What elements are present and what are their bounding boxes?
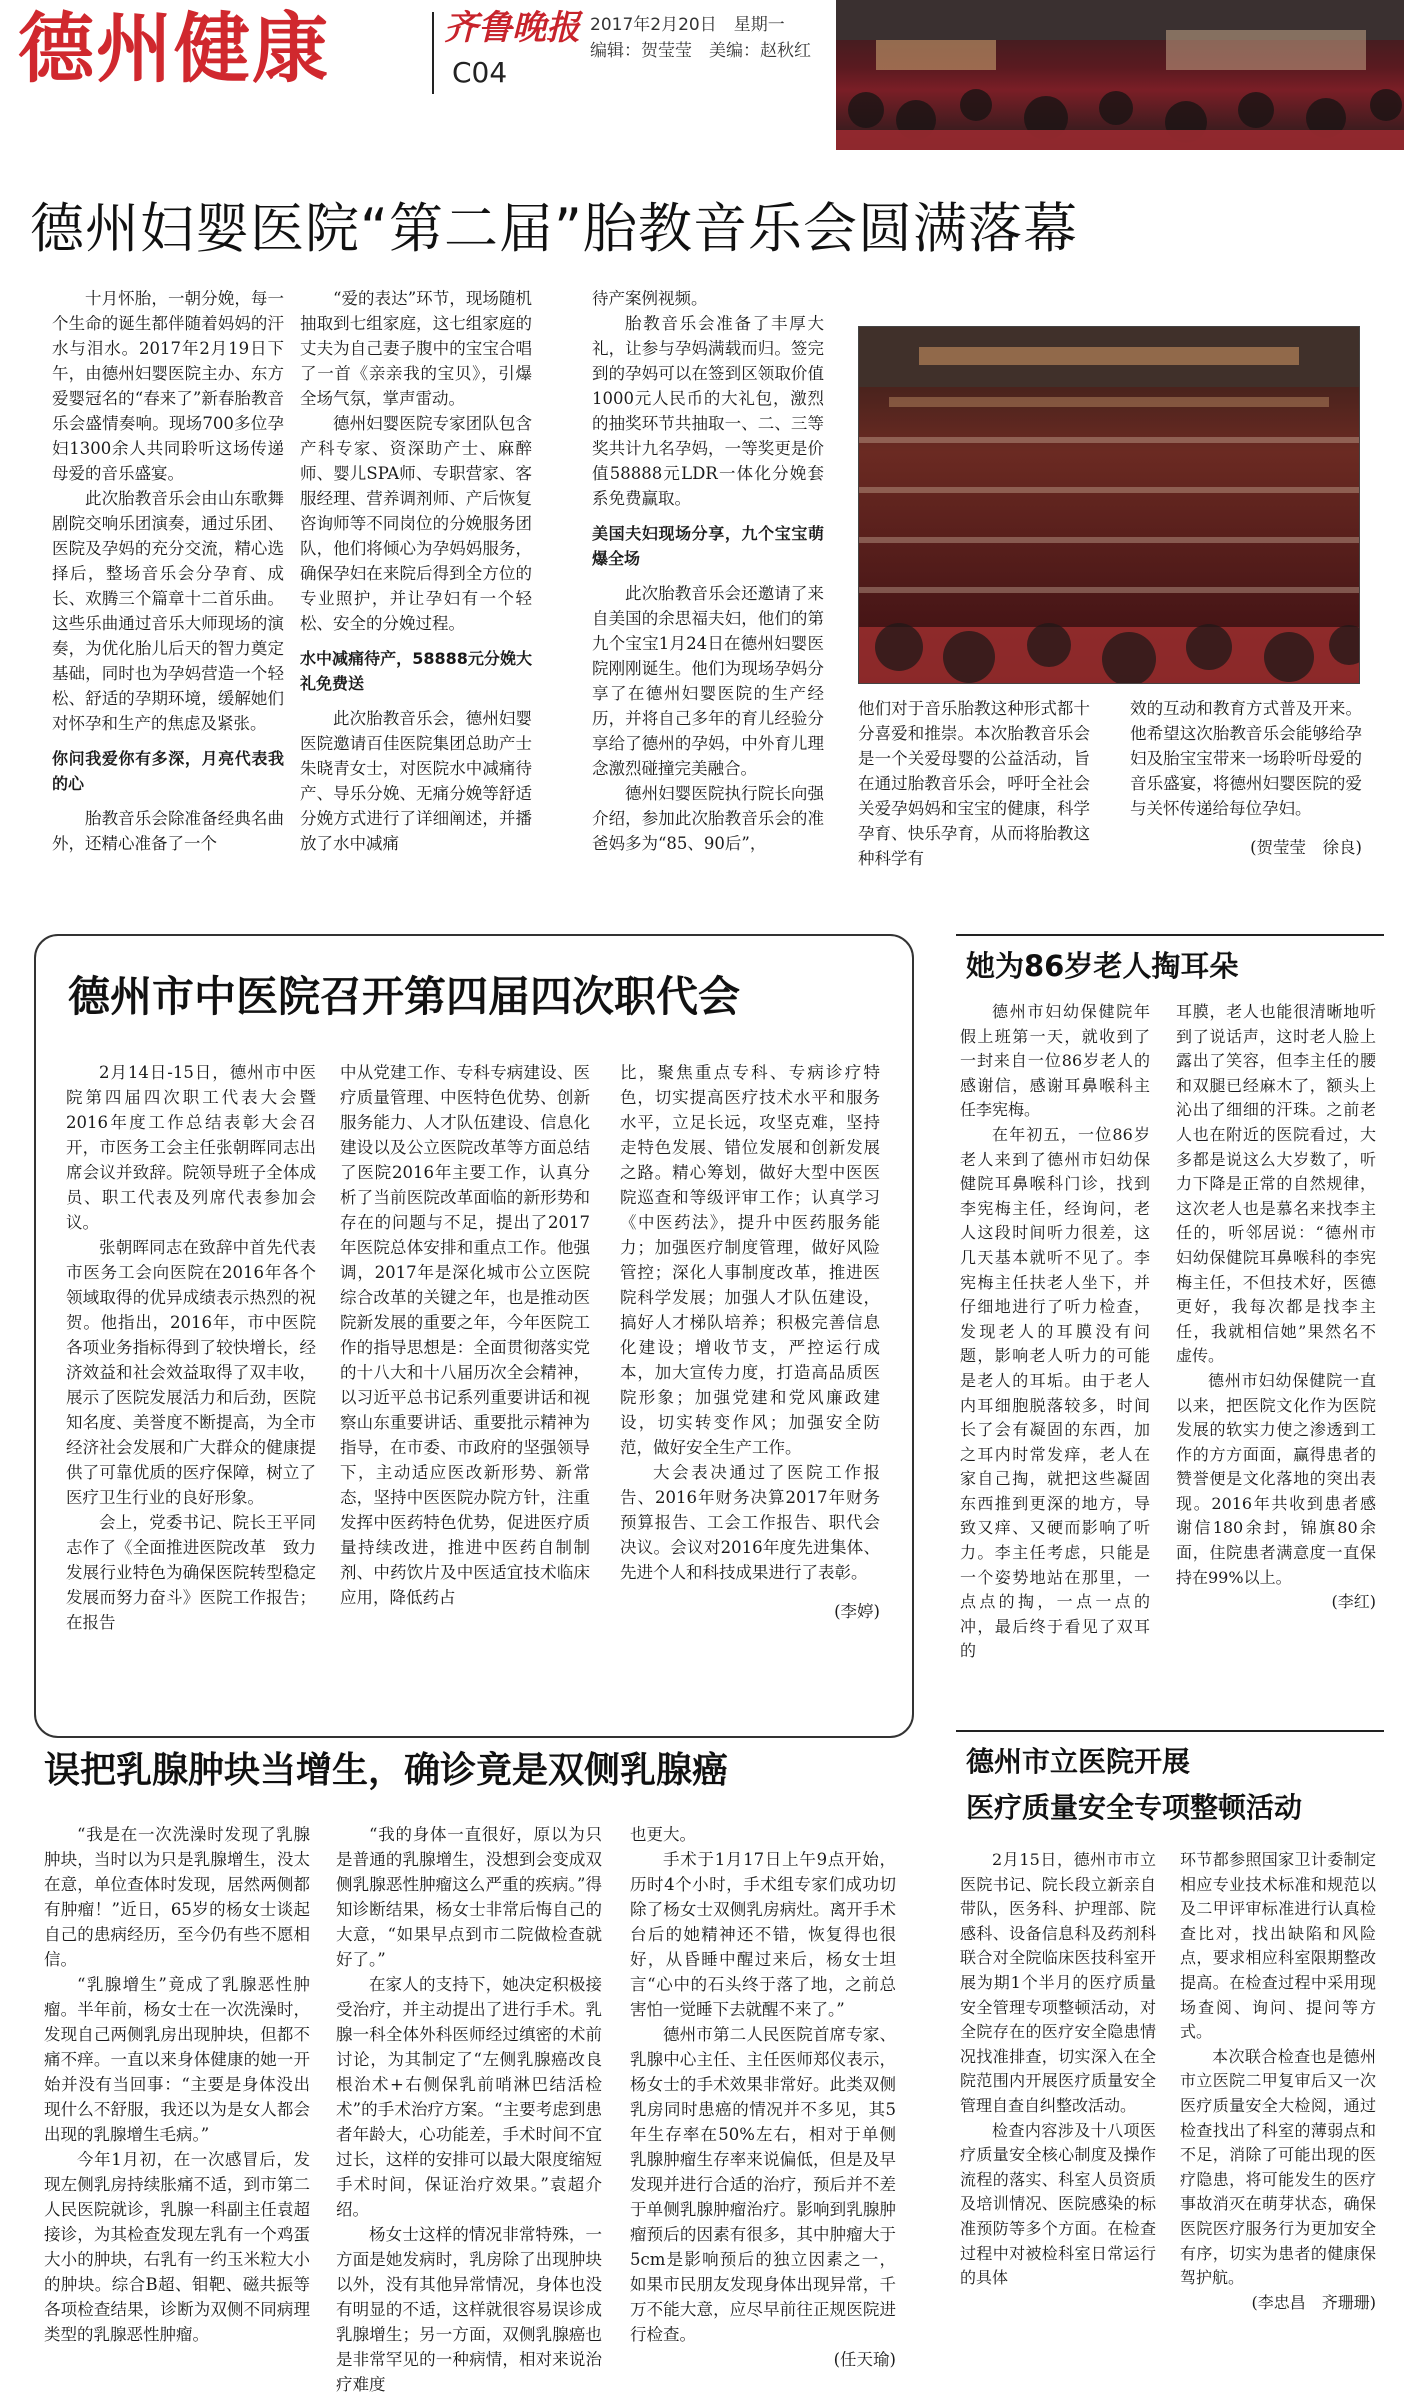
paragraph: “爱的表达”环节，现场随机抽取到七组家庭，这七组家庭的丈夫为自己妻子腹中的宝宝合唱了一首《亲亲我的宝贝》，引爆全场气氛，掌声雷动。 (300, 289, 532, 408)
article-3-byline: (李红) (1331, 1592, 1376, 1612)
article-1-column-4 (858, 696, 1090, 871)
paragraph: 2月15日，德州市市立医院书记、院长段立新亲自带队，医务科、护理部、院感科、设备信息科及药剂科联合对全院临床医技科室开展为期1个半月的医疗质量安全管理专项整顿活动，对全院存在的医疗安全隐患情况找准排查，切实深入在全院范围内开展医疗质量安全管理自查自纠整改活动。 (960, 1850, 1156, 2115)
paragraph: 检查内容涉及十八项医疗质量安全核心制度及操作流程的落实、科室人员资质及培训情况、医院感染的标准预防等多个方面。在检查过程中对被检科室日常运行的具体 (960, 2120, 1156, 2288)
paragraph: 德州妇婴医院专家团队包含产科专家、资深助产士、麻醉师、婴儿SPA师、专职营家、客服经理、营养调剂师、产后恢复咨询师等不同岗位的分娩服务团队，他们将倾心为孕妈妈服务，确保孕妇在来院后得到全方位的专业照护，并让孕妇有一个轻松、安全的分娩过程。 (300, 414, 532, 633)
section-title: 德州健康 (18, 4, 330, 93)
article-1-subheading-2: 水中减痛待产，58888元分娩大礼免费送 (300, 649, 532, 693)
article-1-byline: (贺莹莹 徐良) (1250, 838, 1362, 857)
paragraph: 比，聚焦重点专科、专病诊疗特色，切实提高医疗技术水平和服务水平，立足长远，攻坚克难，坚持走特色发展、错位发展和创新发展之路。精心筹划，做好大型中医医院巡查和等级评审工作；认真学习《中医药法》，提升中医药服务能力；加强医疗制度管理，做好风险管控；深化人事制度改革，推进医院科学发展；加强人才队伍建设，搞好人才梯队培养；积极完善信息化建设；增收节支，严控运行成本，加大宣传力度，打造高品质医院形象；加强党建和党风廉政建设，切实转变作风；加强安全防范，做好安全生产工作。 (620, 1063, 880, 1457)
paragraph: 本次联合检查也是德州市立医院二甲复审后又一次医疗质量安全大检阅，通过检查找出了科室的薄弱点和不足，消除了可能出现的医疗隐患，将可能发生的医疗事故消灭在萌芽状态，确保医院医疗服务行为更加安全有序，切实为患者的健康保驾护航。 (1180, 2046, 1376, 2288)
article-1-subheading-1: 你问我爱你有多深，月亮代表我的心 (52, 749, 284, 793)
article-2-column-3 (620, 1060, 880, 1624)
paragraph: 十月怀胎，一朝分娩，每一个生命的诞生都伴随着妈妈的汗水与泪水。2017年2月19日下午，由德州妇婴医院主办、东方爱婴冠名的“春来了”新春胎教音乐会盛情奏响。现场700多位孕妇1300余人共同聆听这场传递母爱的音乐盛宴。 (52, 289, 284, 483)
article-5-top-rule (956, 1730, 1384, 1732)
article-3-top-rule (956, 934, 1384, 936)
paragraph: 会上，党委书记、院长王平同志作了《全面推进医院改革 致力发展行业特色为确保医院转型稳定发展而努力奋斗》医院工作报告；在报告 (66, 1513, 316, 1632)
editor-credits: 编辑：贺莹莹 美编：赵秋红 (590, 41, 811, 61)
article-1-column-1 (52, 286, 284, 856)
paragraph: 也更大。 (630, 1825, 696, 1844)
article-5-column-1 (960, 1848, 1156, 2291)
paragraph: 今年1月初，在一次感冒后，发现左侧乳房持续胀痛不适，到市第二人民医院就诊，乳腺一科副主任袁超接诊，为其检查发现左乳有一个鸡蛋大小的肿块，右乳有一约玉米粒大小的肿块。综合B超、钼靶、磁共振等各项检查结果，诊断为双侧不同病理类型的乳腺恶性肿瘤。 (44, 2150, 310, 2344)
paragraph: 手术于1月17日上午9点开始，历时4个小时，手术组专家们成功切除了杨女士双侧乳房病灶。离开手术台后的她精神还不错，恢复得也很好，从昏睡中醒过来后，杨女士坦言“心中的石头终于落了地，之前总害怕一觉睡下去就醒不来了。” (630, 1850, 896, 2019)
paragraph: 他们对于音乐胎教这种形式都十分喜爱和推崇。本次胎教音乐会是一个关爱母婴的公益活动，旨在通过胎教音乐会，呼吁全社会关爱孕妈妈和宝宝的健康，科学孕育、快乐孕育，从而将胎教这种科学有 (858, 699, 1090, 868)
paragraph: 德州市妇幼保健院一直以来，把医院文化作为医院发展的软实力使之渗透到工作的方方面面，赢得患者的赞誉便是文化落地的突出表现。2016年共收到患者感谢信180余封，锦旗80余面，住院患者满意度一直保持在99%以上。 (1176, 1370, 1376, 1587)
article-1-headline: 德州妇婴医院“第二届”胎教音乐会圆满落幕 (30, 197, 1078, 260)
article-4-column-3 (630, 1822, 896, 2372)
paragraph: 在年初五，一位86岁老人来到了德州市妇幼保健院耳鼻喉科门诊，找到李宪梅主任，经询问，老人这段时间听力很差，这几天基本就听不见了。李宪梅主任扶老人坐下，并仔细地进行了听力检查，发现老人的耳膜没有问题，影响老人听力的可能是老人的耳垢。由于老人内耳细胞脱落较多，时间长了会有凝固的东西，加之耳内时常发痒，老人在家自己掏，就把这些凝固东西推到更深的地方，导致又痒、又硬而影响了听力。李主任考虑，只能是一个姿势地站在那里，一点点的掏，一点一点的冲，最后终于看见了双耳的 (960, 1124, 1150, 1661)
article-1-column-2 (300, 286, 532, 856)
article-5-headline-line-1: 德州市立医院开展 (966, 1745, 1191, 1778)
masthead-divider (432, 12, 434, 94)
concert-photo (858, 326, 1360, 684)
paragraph: “我是在一次洗澡时发现了乳腺肿块，当时以为只是乳腺增生，没太在意，单位查体时发现，居然两侧都有肿瘤！”近日，65岁的杨女士谈起自己的患病经历，至今仍有些不愿相信。 (44, 1825, 310, 1969)
article-5-headline-line-2: 医疗质量安全专项整顿活动 (966, 1791, 1303, 1824)
paragraph: 待产案例视频。 (592, 289, 708, 308)
paragraph: 胎教音乐会除准备经典名曲外，还精心准备了一个 (52, 809, 284, 853)
newspaper-logo: 齐鲁晚报 (444, 8, 580, 48)
paragraph: 杨女士这样的情况非常特殊，一方面是她发病时，乳房除了出现肿块以外，没有其他异常情况，身体也没有明显的不适，这样就很容易误诊成乳腺增生；另一方面，双侧乳腺癌也是非常罕见的一种病情，相对来说治疗难度 (336, 2225, 602, 2394)
article-5-column-2 (1180, 1848, 1376, 2315)
paragraph: 胎教音乐会准备了丰厚大礼，让参与孕妈满载而归。签完到的孕妈可以在签到区领取价值1000元人民币的大礼包，激烈的抽奖环节共抽取一、二、三等奖共计九名孕妈，一等奖更是价值58888元LDR一体化分娩套系免费赢取。 (592, 314, 824, 508)
article-3-column-1 (960, 1000, 1150, 1664)
article-2-headline: 德州市中医院召开第四届四次职代会 (68, 972, 741, 1021)
paragraph: 此次胎教音乐会，德州妇婴医院邀请百佳医院集团总助产士朱晓青女士，对医院水中减痛待产、导乐分娩、无痛分娩等舒适分娩方式进行了详细阐述，并播放了水中减痛 (300, 709, 532, 853)
paragraph: 环节都参照国家卫计委制定相应专业技术标准和规范以及二甲评审标准进行认真检查比对，找出缺陷和风险点，要求相应科室限期整改提高。在检查过程中采用现场查阅、询问、提问等方式。 (1180, 1850, 1376, 2042)
article-3-column-2 (1176, 1000, 1376, 1615)
article-4-headline: 误把乳腺肿块当增生，确诊竟是双侧乳腺癌 (44, 1750, 729, 1791)
paragraph: 在家人的支持下，她决定积极接受治疗，并主动提出了进行手术。乳腺一科全体外科医师经过缜密的术前讨论，为其制定了“左侧乳腺癌改良根治术+右侧保乳前哨淋巴结活检术”的手术治疗方案。“主要考虑到患者年龄大，心功能差，手术时间不宜过长，这样的安排可以最大限度缩短手术时间，保证治疗效果。”袁超介绍。 (336, 1975, 602, 2219)
paragraph: 德州市第二人民医院首席专家、乳腺中心主任、主任医师郑仪表示，杨女士的手术效果非常好。此类双侧乳房同时患癌的情况并不多见，其5年生存率在50%左右，相对于单侧乳腺肿瘤生存率来说偏低，但是及早发现并进行合适的治疗，预后并不差于单侧乳腺肿瘤治疗。影响到乳腺肿瘤预后的因素有很多，其中肿瘤大于5cm是影响预后的独立因素之一，如果市民朋友发现身体出现异常，千万不能大意，应尽早前往正规医院进行检查。 (630, 2025, 896, 2344)
paragraph: 此次胎教音乐会由山东歌舞剧院交响乐团演奏，通过乐团、医院及孕妈的充分交流，精心选择后，整场音乐会分孕育、成长、欢腾三个篇章十二首乐曲。这些乐曲通过音乐大师现场的演奏，为优化胎儿后天的智力奠定基础，同时也为孕妈营造一个轻松、舒适的孕期环境，缓解她们对怀孕和生产的焦虑及紧张。 (52, 489, 284, 733)
page-number: C04 (452, 56, 508, 89)
article-2-column-1 (66, 1060, 316, 1635)
paragraph: 效的互动和教育方式普及开来。他希望这次胎教音乐会能够给孕妇及胎宝宝带来一场聆听母爱的音乐盛宴，将德州妇婴医院的爱与关怀传递给每位孕妇。 (1130, 699, 1362, 818)
paragraph: 德州市妇幼保健院年假上班第一天，就收到了一封来自一位86岁老人的感谢信，感谢耳鼻喉科主任李宪梅。 (960, 1002, 1150, 1120)
article-1-column-3 (592, 286, 824, 856)
paragraph: 2月14日-15日，德州市中医院第四届四次职工代表大会暨2016年度工作总结表彰大会召开，市医务工会主任张朝晖同志出席会议并致辞。院领导班子全体成员、职工代表及列席代表参加会议。 (66, 1063, 316, 1232)
paragraph: 德州妇婴医院执行院长向强介绍，参加此次胎教音乐会的准爸妈多为“85、90后”， (592, 784, 824, 853)
article-2-byline: (李婷) (834, 1602, 880, 1621)
article-3-headline: 她为86岁老人掏耳朵 (966, 949, 1239, 983)
article-2-column-2 (340, 1060, 590, 1610)
paragraph: “乳腺增生”竟成了乳腺恶性肿瘤。半年前，杨女士在一次洗澡时，发现自己两侧乳房出现肿块，但都不痛不痒。一直以来身体健康的她一开始并没有当回事：“主要是身体没出现什么不舒服，我还以为是女人都会出现的乳腺增生毛病。” (44, 1975, 310, 2144)
issue-date: 2017年2月20日 星期一 (590, 15, 785, 35)
masthead-photo (836, 0, 1404, 150)
paragraph: 此次胎教音乐会还邀请了来自美国的余思福夫妇，他们的第九个宝宝1月24日在德州妇婴医院刚刚诞生。他们为现场孕妈分享了在德州妇婴医院的生产经历，并将自己多年的育儿经验分享给了德州的孕妈，中外育儿理念激烈碰撞完美融合。 (592, 584, 824, 778)
article-4-column-1 (44, 1822, 310, 2347)
paragraph: 大会表决通过了医院工作报告、2016年财务决算2017年财务预算报告、工会工作报告、职代会决议。会议对2016年度先进集体、先进个人和科技成果进行了表彰。 (620, 1463, 880, 1582)
audience-photo-graphic (836, 0, 1404, 150)
paragraph: 中从党建工作、专科专病建设、医疗质量管理、中医特色优势、创新服务能力、人才队伍建设、信息化建设以及公立医院改革等方面总结了医院2016年主要工作，认真分析了当前医院改革面临的新形势和存在的问题与不足，提出了2017年医院总体安排和重点工作。他强调，2017年是深化城市公立医院综合改革的关键之年，也是推动医院新发展的重要之年，今年医院工作的指导思想是：全面贯彻落实党的十八大和十八届历次全会精神，以习近平总书记系列重要讲话和视察山东重要讲话、重要批示精神为指导，在市委、市政府的坚强领导下，主动适应医改新形势、新常态，坚持中医医院办院方针，注重发挥中医药特色优势，促进医疗质量持续改进，推进中医药自制制剂、中药饮片及中医适宜技术临床应用，降低药占 (340, 1063, 590, 1607)
concert-hall-graphic (859, 327, 1359, 683)
paragraph: “我的身体一直很好，原以为只是普通的乳腺增生，没想到会变成双侧乳腺恶性肿瘤这么严重的疾病。”得知诊断结果，杨女士非常后悔自己的大意，“如果早点到市二院做检查就好了。” (336, 1825, 602, 1969)
paragraph: 张朝晖同志在致辞中首先代表市医务工会向医院在2016年各个领域取得的优异成绩表示热烈的祝贺。他指出，2016年，市中医院各项业务指标得到了较快增长，经济效益和社会效益取得了双丰收，展示了医院发展活力和后劲，医院知名度、美誉度不断提高，为全市经济社会发展和广大群众的健康提供了可靠优质的医疗保障，树立了医疗卫生行业的良好形象。 (66, 1238, 316, 1507)
article-1-column-5 (1130, 696, 1362, 860)
paragraph: 耳膜，老人也能很清晰地听到了说话声，这时老人脸上露出了笑容，但李主任的腰和双腿已经麻木了，额头上沁出了细细的汗珠。之前老人也在附近的医院看过，大多都是说这么大岁数了，听力下降是正常的自然规律，这次老人也是慕名来找李主任的，听邻居说：“德州市妇幼保健院耳鼻喉科的李宪梅主任，不但技术好，医德更好，我每次都是找李主任，我就相信她”果然名不虚传。 (1176, 1002, 1376, 1366)
article-5-byline: (李忠昌 齐珊珊) (1251, 2292, 1376, 2312)
article-4-column-2 (336, 1822, 602, 2397)
article-4-byline: (任天瑜) (833, 2350, 896, 2369)
article-1-subheading-3: 美国夫妇现场分享，九个宝宝萌爆全场 (592, 524, 824, 568)
